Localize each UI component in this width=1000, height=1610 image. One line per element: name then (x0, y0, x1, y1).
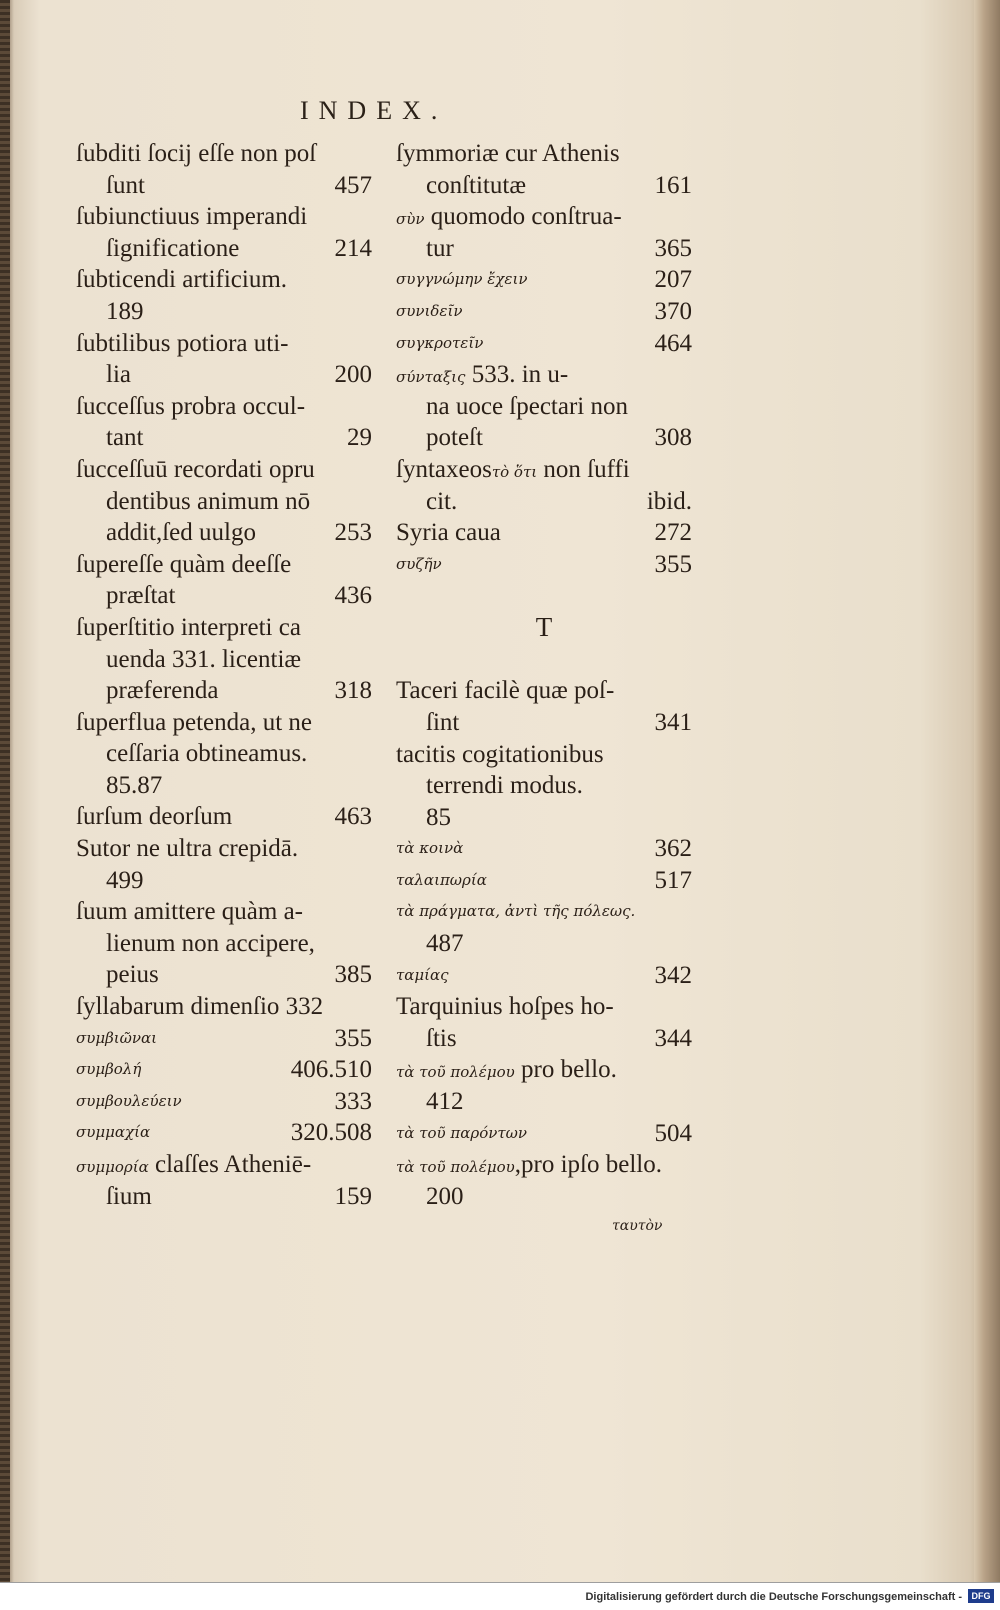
page-reference: 406.510 (290, 1056, 372, 1084)
index-entry-line (76, 1181, 372, 1213)
index-column-left (76, 138, 372, 1212)
entry-text (396, 1149, 662, 1184)
page-header: INDEX. (300, 96, 448, 125)
page-reference: 436 (334, 582, 372, 610)
entry-text: 85.87 (106, 771, 163, 799)
index-entry-line (396, 201, 692, 233)
index-entry-line (396, 264, 692, 296)
index-entry-line (76, 1086, 372, 1118)
entry-text: præferenda (106, 677, 219, 705)
page-reference: 370 (654, 297, 692, 325)
index-entry-line (76, 170, 372, 202)
index-entry-line (396, 1054, 692, 1086)
entry-text: præſtat (106, 582, 176, 610)
entry-text: ceſſaria obtineamus. (106, 740, 308, 768)
page-reference: 161 (654, 171, 692, 199)
index-entry-line (396, 865, 692, 897)
latin-term: ſyntaxeos (396, 455, 492, 483)
page-reference: 341 (654, 708, 692, 736)
entry-text (76, 1149, 311, 1184)
latin-gloss: claſſes Atheniē- (148, 1151, 312, 1178)
page-reference: 272 (654, 519, 692, 547)
page-reference: 159 (334, 1182, 372, 1210)
index-entry-line (76, 612, 372, 644)
entry-text: na uoce ſpectari non (426, 392, 628, 420)
greek-term: σύνταξις (396, 368, 466, 387)
page-reference: 355 (334, 1024, 372, 1052)
page-reference: 207 (654, 266, 692, 294)
index-entry-line (76, 486, 372, 518)
index-entry-line (396, 1118, 692, 1150)
entry-text: Tarquinius hoſpes ho- (396, 993, 614, 1021)
entry-text (396, 201, 622, 236)
entry-text: ſuperſtitio interpreti ca (76, 613, 301, 641)
latin-gloss: ,pro ipſo bello. (514, 1151, 662, 1179)
footer-credit: Digitalisierung gefördert durch die Deutsche Forschungsgemeinschaft - (585, 1591, 962, 1603)
digitization-footer (0, 1582, 1000, 1610)
page-reference: 318 (334, 677, 372, 705)
index-entry-line (76, 1054, 372, 1086)
index-entry-line (76, 896, 372, 928)
page-reference: 200 (334, 361, 372, 389)
entry-text: Taceri facilè quæ poſ- (396, 677, 615, 705)
latin-term: non ſuffi (537, 455, 630, 483)
index-entry-line (76, 359, 372, 391)
entry-text: dentibus animum nō (106, 487, 311, 515)
entry-text: ſubiunctiuus imperandi (76, 203, 308, 231)
index-entry-line (76, 801, 372, 833)
index-entry-line (76, 201, 372, 233)
entry-text: lia (106, 361, 131, 389)
index-entry-line (76, 675, 372, 707)
section-letter: T (535, 612, 553, 643)
index-entry-line (396, 928, 692, 960)
index-entry-line (76, 517, 372, 549)
entry-text: cit. (426, 487, 458, 515)
greek-term: τὰ τοῦ πολέμου (396, 1158, 515, 1177)
index-entry-line (76, 580, 372, 612)
index-entry-line (76, 707, 372, 739)
page-reference: ibid. (646, 487, 692, 515)
greek-term: συμμορία (76, 1158, 149, 1176)
page-reference: 464 (654, 329, 692, 357)
entry-text: συζῆν (396, 554, 442, 573)
index-entry-line (396, 391, 692, 423)
page-reference: 355 (654, 550, 692, 578)
entry-text: ταμίας (396, 965, 449, 984)
index-entry-line (396, 833, 692, 865)
index-entry-line (396, 960, 692, 992)
index-entry-line (76, 138, 372, 170)
index-entry-line (396, 422, 692, 454)
index-entry-line (76, 264, 372, 296)
index-entry-line (76, 738, 372, 770)
entry-text: συνιδεῖν (396, 301, 463, 320)
index-entry-line (76, 233, 372, 265)
entry-text: συμβιῶναι (76, 1028, 158, 1047)
index-entry-line (396, 1086, 692, 1118)
greek-term: τὰ τοῦ πολέμου (396, 1063, 515, 1082)
catchword: ταυτὸν (612, 1218, 663, 1234)
latin-gloss: 533. in u- (465, 361, 569, 389)
index-entry-line (76, 422, 372, 454)
entry-text (396, 1054, 617, 1089)
index-entry-line (396, 549, 692, 581)
index-entry-line (396, 770, 692, 802)
entry-text: συγκροτεῖν (396, 333, 484, 352)
entry-text: ſupereſſe quàm deeſſe (76, 550, 292, 578)
entry-text: τὰ κοινὰ (396, 839, 464, 858)
index-entry-line (76, 296, 372, 328)
index-entries-t (396, 675, 692, 1212)
index-entry-line (396, 739, 692, 771)
page-reference: 385 (334, 961, 372, 989)
greek-term: σὺν (396, 210, 425, 229)
dfg-logo-icon: DFG (968, 1589, 994, 1603)
index-entry-line (76, 865, 372, 897)
entry-text: συμμαχία (76, 1123, 151, 1142)
page-reference: 504 (654, 1119, 692, 1147)
entry-text: ſtis (426, 1024, 457, 1052)
index-entry-line (396, 991, 692, 1023)
latin-gloss: pro bello. (514, 1056, 617, 1084)
index-entry-line (76, 454, 372, 486)
index-entry-line (396, 517, 692, 549)
entry-text: τὰ πράγματα, ἀντὶ τῆς πόλεως. (396, 902, 636, 921)
entry-text: tur (426, 234, 454, 262)
entry-text: ſunt (106, 171, 145, 199)
index-entry-line (396, 1149, 692, 1181)
page-reference: 29 (347, 424, 372, 452)
index-column-right (396, 138, 692, 1212)
entry-text: 200 (426, 1182, 464, 1210)
page-reference: 214 (334, 234, 372, 262)
entry-text: ſuum amittere quàm a- (76, 898, 304, 926)
entry-text: ſuperflua petenda, ut ne (76, 708, 313, 736)
entry-text: ſurſum deorſum (76, 803, 233, 831)
index-entry-line (76, 991, 372, 1023)
index-entry-line (76, 1149, 372, 1181)
entry-text: 499 (106, 866, 144, 894)
index-entry-line (396, 896, 692, 928)
entry-text: ſubticendi artificium. (76, 266, 288, 294)
entry-text: ſucceſſus probra occul- (76, 392, 306, 420)
page-reference: 320.508 (290, 1119, 372, 1147)
index-entries-s (396, 138, 692, 580)
index-entry-line (396, 1181, 692, 1213)
entry-text: ſymmoriæ cur Athenis (396, 140, 620, 167)
index-entry-line (396, 802, 692, 834)
index-entry-line (396, 328, 692, 360)
index-entry-line (396, 138, 692, 170)
index-entry-line (76, 1023, 372, 1055)
index-entry-line (76, 644, 372, 676)
index-entry-line (76, 328, 372, 360)
entry-text: ſucceſſuū recordati opru (76, 455, 315, 483)
entry-text: terrendi modus. (426, 772, 583, 800)
entry-text: τὰ τοῦ παρόντων (396, 1123, 528, 1142)
entry-text: lienum non accipere, (106, 929, 315, 957)
entry-text: συγγνώμην ἔχειν (396, 270, 528, 289)
index-entry-line (396, 675, 692, 707)
entry-text: 412 (426, 1088, 464, 1116)
entry-text (396, 359, 568, 394)
latin-gloss: quomodo conſtrua- (424, 203, 622, 231)
entry-text: 189 (106, 297, 144, 325)
index-entry-line (396, 454, 692, 486)
entry-text: poteſt (426, 424, 483, 452)
entry-text: 85 (426, 803, 451, 831)
entry-text: 487 (426, 930, 464, 958)
page-fore-edge (974, 0, 1000, 1582)
index-entry-line (396, 1023, 692, 1055)
facing-page-edge (0, 0, 10, 1582)
page-reference: 308 (654, 424, 692, 452)
entry-text: ſyllabarum dimenſio 332 (76, 993, 324, 1021)
index-entry-line (396, 233, 692, 265)
entry-text: ταλαιπωρία (396, 870, 487, 889)
index-entry-line (396, 359, 692, 391)
entry-text: addit,ſed uulgo (106, 519, 256, 547)
page-reference: 463 (334, 803, 372, 831)
entry-text: ſint (426, 708, 460, 736)
entry-text: peius (106, 961, 159, 989)
index-entry-line (76, 1117, 372, 1149)
entry-text: Sutor ne ultra crepidā. (76, 835, 299, 863)
greek-term: τὸ ὅτι (491, 462, 538, 481)
page-reference: 365 (654, 234, 692, 262)
index-entry-line (76, 959, 372, 991)
index-entry-line (396, 296, 692, 328)
index-entry-line (396, 707, 692, 739)
entry-text: ſubditi ſocij eſſe non poſ (76, 140, 317, 167)
index-entry-line (76, 770, 372, 802)
entry-text: tacitis cogitationibus (396, 740, 604, 768)
entry-text: ſubtilibus potiora uti- (76, 329, 289, 357)
index-entry-line (396, 486, 692, 518)
entry-text: tant (106, 424, 144, 452)
page-reference: 342 (654, 961, 692, 989)
entry-text (396, 454, 630, 489)
entry-text: συμβολή (76, 1060, 142, 1079)
entry-text: conſtitutæ (426, 171, 526, 199)
page-reference: 253 (334, 519, 372, 547)
page-reference: 344 (654, 1024, 692, 1052)
entry-text: ſium (106, 1182, 152, 1210)
page-reference: 457 (334, 171, 372, 199)
index-entry-line (76, 549, 372, 581)
page-reference: 517 (654, 866, 692, 894)
entry-text: Syria caua (396, 519, 501, 547)
entry-text: συμβουλεύειν (76, 1091, 182, 1110)
page-reference: 333 (334, 1087, 372, 1115)
entry-text: uenda 331. licentiæ (106, 645, 302, 673)
index-entry-line (396, 170, 692, 202)
index-entry-line (76, 928, 372, 960)
index-entry-line (76, 833, 372, 865)
page-reference: 362 (654, 835, 692, 863)
entry-text: ſignificatione (106, 234, 240, 262)
index-entry-line (76, 391, 372, 423)
